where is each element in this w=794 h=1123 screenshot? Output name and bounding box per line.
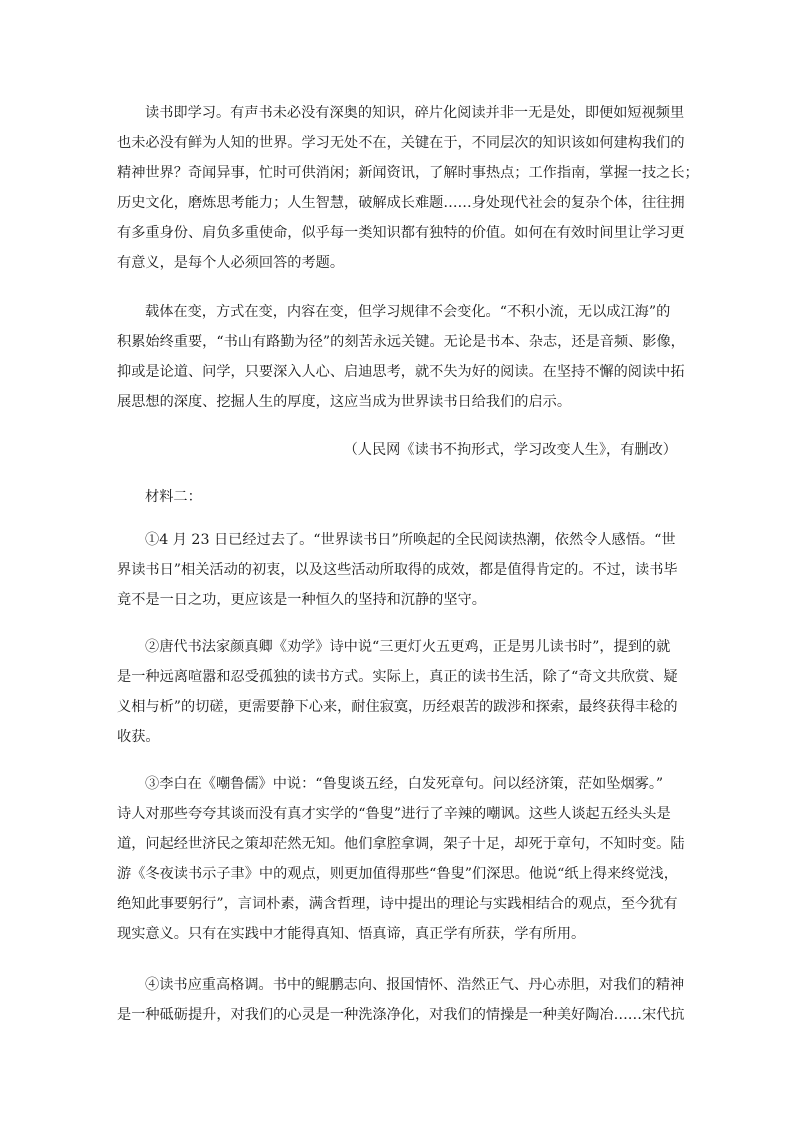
- paragraph-1: [117, 525, 677, 615]
- text-line: 积累始终重要，“书山有路勤为径”的刻苦永远关键。无论是书本、杂志，还是音频、影像，: [117, 334, 685, 350]
- text-line: 有多重身份、肩负多重使命，似乎每一类知识都有独特的价值。如何在有效时间里让学习更: [117, 225, 685, 241]
- material-two-heading: 材料二：: [145, 489, 202, 505]
- paragraph-2: [117, 632, 677, 752]
- text-line: 展思想的深度、挖掘人生的厚度，这应当成为世界读书日给我们的启示。: [117, 394, 572, 410]
- text-line: 是一种远离喧嚣和忍受孤独的读书方式。实际上，真正的读书生活，除了“奇文共欣赏、疑: [117, 669, 678, 685]
- text-line: 是一种砥砺提升，对我们的心灵是一种洗涤净化，对我们的情操是一种美好陶冶……宋代抗: [117, 1007, 685, 1023]
- paragraph-reading-is-learning: [117, 98, 699, 278]
- text-line: 义相与析”的切磋，更需要静下心来，耐住寂寞，历经艰苦的跋涉和探索，最终获得丰稔的: [117, 699, 678, 715]
- text-line: 游《冬夜读书示子聿》中的观点，则更加值得那些“鲁叟”们深思。他说“纸上得来终觉浅，: [117, 866, 678, 882]
- paragraph-carriers-change: [117, 297, 685, 417]
- source-citation: [117, 435, 677, 465]
- paragraph-4: [117, 970, 685, 1030]
- text-line: 也未必没有鲜为人知的世界。学习无处不在，关键在于，不同层次的知识该如何建构我们的: [117, 135, 685, 151]
- text-line: ②唐代书法家颜真卿《劝学》诗中说“三更灯火五更鸡，正是男儿读书时”，提到的就: [145, 639, 671, 655]
- text-line: 历史文化，磨炼思考能力；人生智慧，破解成长难题……身处现代社会的复杂个体，往往拥: [117, 195, 685, 211]
- text-line: 读书即学习。有声书未必没有深奥的知识，碎片化阅读并非一无是处，即便如短视频里: [145, 105, 685, 121]
- text-line: 绝知此事要躬行”，言词朴素，满含哲理，诗中提出的理论与实践相结合的观点，至今犹有: [117, 896, 678, 912]
- text-line: ④读书应重高格调。书中的鲲鹏志向、报国情怀、浩然正气、丹心赤胆，对我们的精神: [145, 977, 685, 993]
- text-line: 诗人对那些夸夸其谈而没有真才实学的“鲁叟”进行了辛辣的嘲讽。这些人谈起五经头头是: [117, 806, 671, 822]
- text-line: 道，问起经世济民之策却茫然无知。他们拿腔拿调，架子十足，却死于章句，不知时变。陆: [117, 836, 685, 852]
- text-line: 收获。: [117, 729, 160, 745]
- text-line: 有意义，是每个人必须回答的考题。: [117, 255, 345, 271]
- text-line: 载体在变，方式在变，内容在变，但学习规律不会变化。“不积小流，无以成江海”的: [145, 304, 671, 320]
- text-line: ③李白在《嘲鲁儒》中说：“鲁叟谈五经，白发死章句。问以经济策，茫如坠烟雾。”: [145, 776, 664, 792]
- text-line: 抑或是论道、问学，只要深入人心、启迪思考，就不失为好的阅读。在坚持不懈的阅读中拓: [117, 364, 685, 380]
- text-line: 精神世界？奇闻异事，忙时可供消闲；新闻资讯，了解时事热点；工作指南，掌握一技之长；: [117, 165, 699, 181]
- paragraph-3: [117, 769, 685, 949]
- text-line: 竟不是一日之功，更应该是一种恒久的坚持和沉静的坚守。: [117, 592, 486, 608]
- text-line: 现实意义。只有在实践中才能得真知、悟真谛，真正学有所获，学有所用。: [117, 926, 586, 942]
- section-heading: [117, 482, 677, 512]
- text-line: 界读书日”相关活动的初衷，以及这些活动所取得的成效，都是值得肯定的。不过，读书毕: [117, 562, 678, 578]
- text-line: ①4 月 23 日已经过去了。“世界读书日”所唤起的全民阅读热潮，依然令人感悟。“世: [145, 532, 676, 548]
- citation-line: （人民网《读书不拘形式，学习改变人生》，有删改）: [343, 442, 677, 458]
